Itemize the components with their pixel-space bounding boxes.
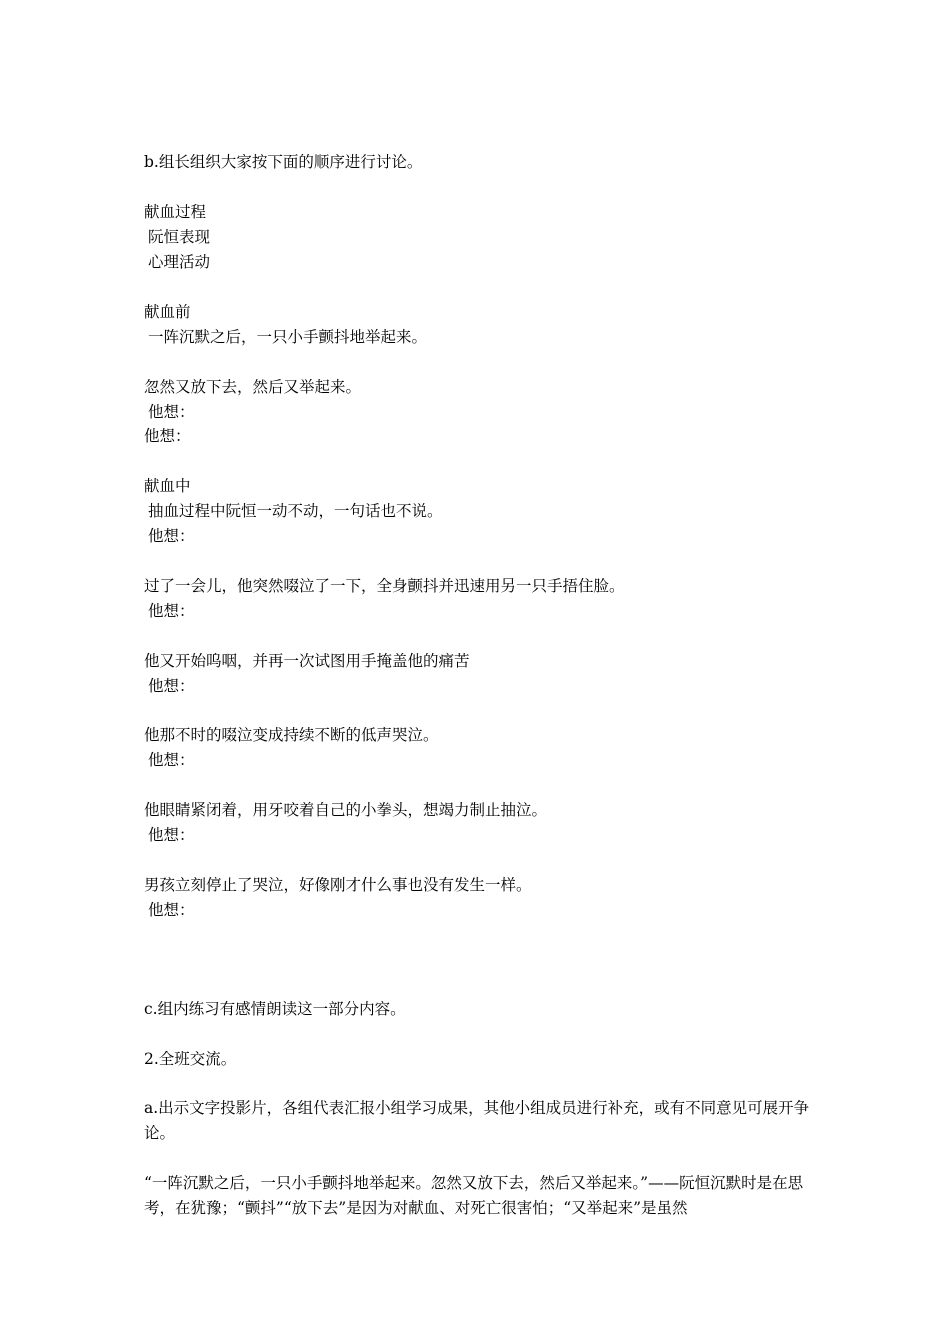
during-label: 献血中 [144, 477, 191, 495]
during-line-6: 男孩立刻停止了哭泣，好像刚才什么事也没有发生一样。 [144, 876, 532, 894]
during-line-2: 过了一会儿，他突然啜泣了一下，全身颤抖并迅速用另一只手捂住脸。 [144, 577, 625, 595]
table-header-psychology: 心理活动 [148, 253, 211, 271]
during-think-6: 他想： [148, 901, 195, 919]
step-a-paragraph: a.出示文字投影片，各组代表汇报小组学习成果，其他小组成员进行补充，或有不同意见可展开争论。 [144, 1099, 810, 1142]
step-b: b.组长组织大家按下面的顺序进行讨论。 [144, 153, 423, 171]
before-line-2: 忽然又放下去，然后又举起来。 [144, 378, 362, 396]
table-header-performance: 阮恒表现 [148, 228, 211, 246]
during-line-5: 他眼睛紧闭着，用牙咬着自己的小拳头，想竭力制止抽泣。 [144, 801, 548, 819]
during-think-2: 他想： [148, 602, 195, 620]
before-think-2: 他想： [144, 427, 191, 445]
during-line-1: 抽血过程中阮恒一动不动，一句话也不说。 [148, 502, 443, 520]
quote-paragraph: “一阵沉默之后，一只小手颤抖地举起来。忽然又放下去，然后又举起来。”——阮恒沉默时是在思考，在犹豫；“颤抖”“放下去”是因为对献血、对死亡很害怕；“又举起来”是虽然 [144, 1174, 804, 1217]
table-header-process: 献血过程 [144, 203, 207, 221]
before-think-1: 他想： [148, 403, 195, 421]
step-2: 2.全班交流。 [144, 1050, 237, 1068]
during-think-1: 他想： [148, 527, 195, 545]
before-label: 献血前 [144, 303, 191, 321]
during-think-3: 他想： [148, 677, 195, 695]
during-think-5: 他想： [148, 826, 195, 844]
step-c: c.组内练习有感情朗读这一部分内容。 [144, 1000, 406, 1018]
before-line-1: 一阵沉默之后，一只小手颤抖地举起来。 [148, 328, 428, 346]
during-line-4: 他那不时的啜泣变成持续不断的低声哭泣。 [144, 726, 439, 744]
during-think-4: 他想： [148, 751, 195, 769]
during-line-3: 他又开始呜咽，并再一次试图用手掩盖他的痛苦 [144, 652, 470, 670]
